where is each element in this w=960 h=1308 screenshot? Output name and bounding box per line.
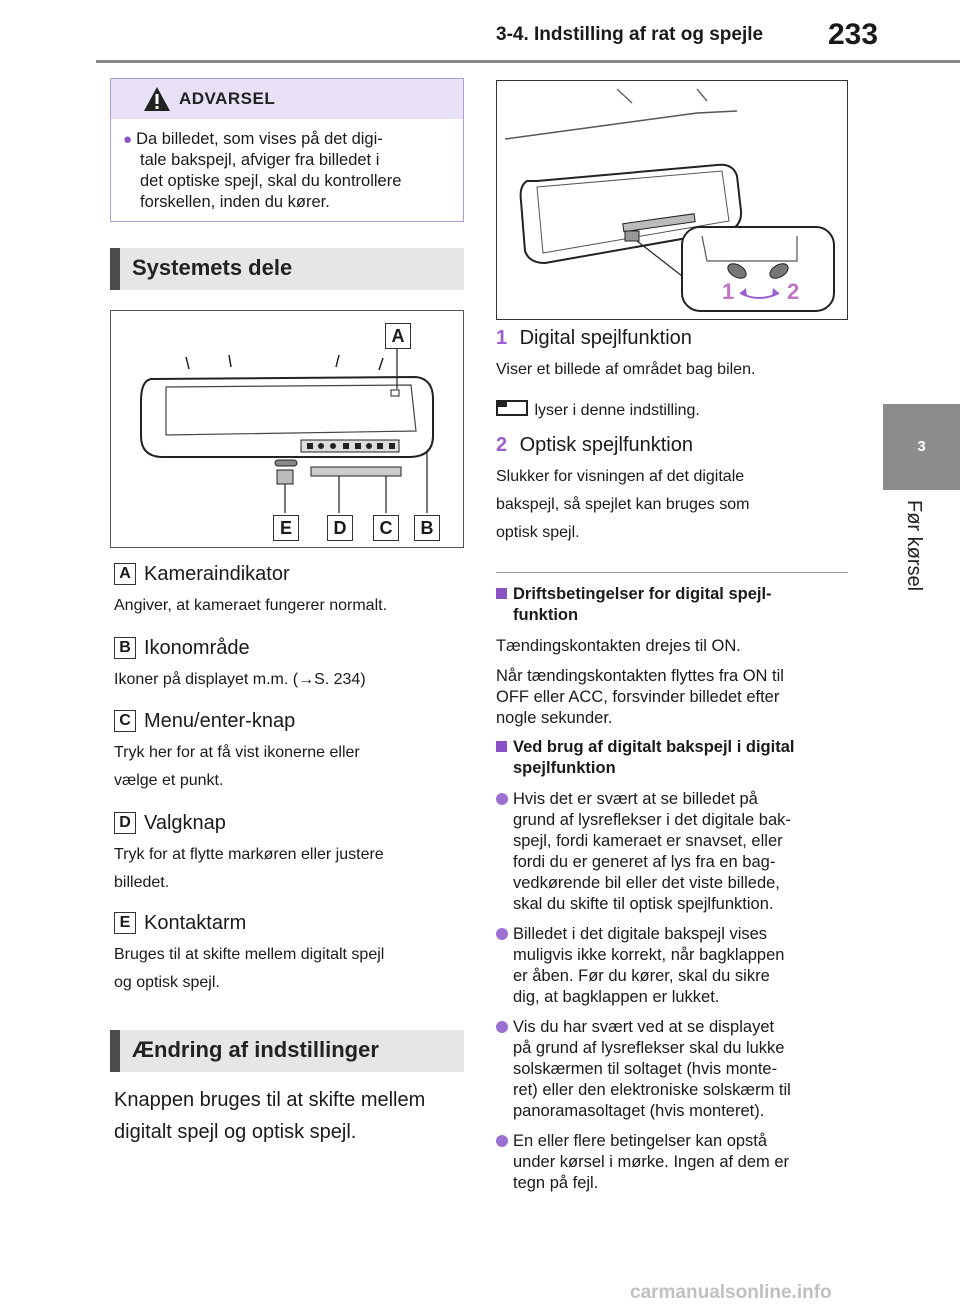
mode-digital	[496, 327, 848, 420]
usage-block: Ved brug af digitalt bakspejl i digital spejlfunktion Hvis det er svært at se billedet på grund af lysreflekser i det digitale bak- spejl, fordi kameraet er snavset, eller fordi du er generet af lys fra en bag- vedkørende bil eller det viste billede, skal du skifte til optisk spejlfunktion. Billedet i det digitale bakspejl vises muligvis ikke korrekt, når bagklappen er åben. Før du kører, skal du sikre dig, at bagklappen er lukket. Vis du har svært ved at se displayet på grund af lysreflekser skal du lukke solskærmen til soltaget (hvis monte- ret) eller den elektroniske solskærm til panoramasoltaget (hvis monteret). En eller flere betingelser kan opstå under kørsel i mørke. Ingen af dem er tegn på fejl.	[496, 737, 856, 1194]
position-1-label: 1	[722, 279, 735, 304]
section-title: 3-4. Indstilling af rat og spejle	[496, 24, 764, 45]
part-desc: Tryk her for at få vist ikonerne eller	[114, 744, 360, 761]
part-C	[114, 710, 464, 795]
settings-text: Knappen bruges til at skifte mellem digitalt spejl og optisk spejl.	[114, 1089, 426, 1143]
part-desc: Angiver, at kameraet fungerer normalt.	[114, 597, 388, 614]
mode-desc: optisk spejl.	[496, 524, 580, 541]
part-key: C	[114, 710, 136, 732]
bullet-icon	[496, 793, 508, 805]
part-title: Kontaktarm	[144, 912, 247, 934]
mirror-diagram	[110, 310, 464, 548]
usage-heading: Ved brug af digitalt bakspejl i digital	[496, 737, 856, 758]
part-desc: vælge et punkt.	[114, 772, 224, 789]
header-divider	[96, 60, 960, 63]
camera-indicator-icon	[496, 398, 530, 418]
part-desc: Tryk for at flytte markøren eller justere	[114, 846, 384, 863]
square-bullet-icon	[496, 741, 507, 752]
part-key: A	[114, 563, 136, 585]
callout-C: C	[373, 515, 399, 541]
usage-bullet-3: Vis du har svært ved at se displayet på grund af lysreflekser skal du lukke solskærmen til soltaget (hvis monte- ret) eller den elektroniske solskærm til panoramasoltaget (hvis monteret).	[496, 1017, 856, 1122]
chapter-number: 3	[917, 438, 926, 455]
section-header-parts: Systemets dele	[110, 248, 464, 290]
part-desc: Ikoner på displayet m.m. (→S. 234)	[114, 671, 366, 688]
mode-number: 1	[496, 327, 508, 349]
chapter-tab	[883, 404, 960, 490]
callout-B: B	[414, 515, 440, 541]
part-title: Kameraindikator	[144, 563, 290, 585]
part-title: Menu/enter-knap	[144, 710, 296, 732]
section-header-settings: Ændring af indstillinger	[110, 1030, 464, 1072]
bullet-icon: ●	[123, 131, 133, 148]
mode-desc: Viser et billede af området bag bilen.	[496, 361, 756, 378]
mirror-switch-photo	[496, 80, 848, 320]
warning-box	[110, 78, 464, 222]
bullet-icon	[496, 928, 508, 940]
callout-E: E	[273, 515, 299, 541]
warning-text: ● Da billedet, som vises på det digi- tale bakspejl, afviger fra billedet i det optiske spejl, skal du kontrollere forskellen, inden du kører.	[123, 130, 402, 211]
part-title: Ikonområde	[144, 637, 250, 659]
divider	[496, 572, 848, 573]
warning-header	[111, 79, 463, 119]
warning-title: ADVARSEL	[179, 89, 276, 108]
usage-bullet-4: En eller flere betingelser kan opstå under kørsel i mørke. Ingen af dem er tegn på fejl.	[496, 1131, 856, 1194]
part-title: Valgknap	[144, 812, 226, 834]
part-D	[114, 812, 464, 897]
part-key: D	[114, 812, 136, 834]
position-2-label: 2	[787, 279, 800, 304]
warning-icon	[143, 86, 171, 112]
part-desc: billedet.	[114, 874, 170, 891]
part-B	[114, 637, 464, 694]
part-A	[114, 563, 464, 620]
conditions-p1: Tændingskontakten drejes til ON.	[496, 637, 741, 655]
part-desc: Bruges til at skifte mellem digitalt spejl	[114, 946, 385, 963]
conditions-block: Driftsbetingelser for digital spejl- funktion Tændingskontakten drejes til ON. Når tændingskontakten flyttes fra ON til OFF eller ACC, forsvinder billedet efter nogle sekunder.	[496, 584, 856, 729]
usage-bullet-1: Hvis det er svært at se billedet på grund af lysreflekser i det digitale bak- spejl, fordi kameraet er snavset, eller fordi du er generet af lys fra en bag- vedkørende bil eller det viste billede, skal du skifte til optisk spejlfunktion.	[496, 789, 856, 915]
conditions-heading: Driftsbetingelser for digital spejl-	[496, 584, 856, 605]
usage-bullet-2: Billedet i det digitale bakspejl vises muligvis ikke korrekt, når bagklappen er åben. Før du kører, skal du sikre dig, at bagklappen er lukket.	[496, 924, 856, 1008]
watermark: carmanualsonline.info	[630, 1282, 832, 1303]
bullet-icon	[496, 1135, 508, 1147]
page-number: 233	[828, 18, 879, 51]
bullet-icon	[496, 1021, 508, 1033]
mode-title: Optisk spejlfunktion	[519, 434, 693, 456]
conditions-p2: Når tændingskontakten flyttes fra ON til	[496, 667, 784, 685]
square-bullet-icon	[496, 588, 507, 599]
mode-title: Digital spejlfunktion	[519, 327, 692, 349]
indicator-note: lyser i denne indstilling.	[534, 402, 700, 419]
mode-desc: bakspejl, så spejlet kan bruges som	[496, 496, 750, 513]
mode-desc: Slukker for visningen af det digitale	[496, 468, 745, 485]
part-desc: og optisk spejl.	[114, 974, 220, 991]
chapter-label: Før kørsel	[903, 500, 925, 592]
part-key: E	[114, 912, 136, 934]
mode-number: 2	[496, 434, 508, 456]
callout-D: D	[327, 515, 353, 541]
part-key: B	[114, 637, 136, 659]
callout-A: A	[385, 323, 411, 349]
part-E	[114, 912, 464, 997]
mode-optical	[496, 434, 848, 547]
